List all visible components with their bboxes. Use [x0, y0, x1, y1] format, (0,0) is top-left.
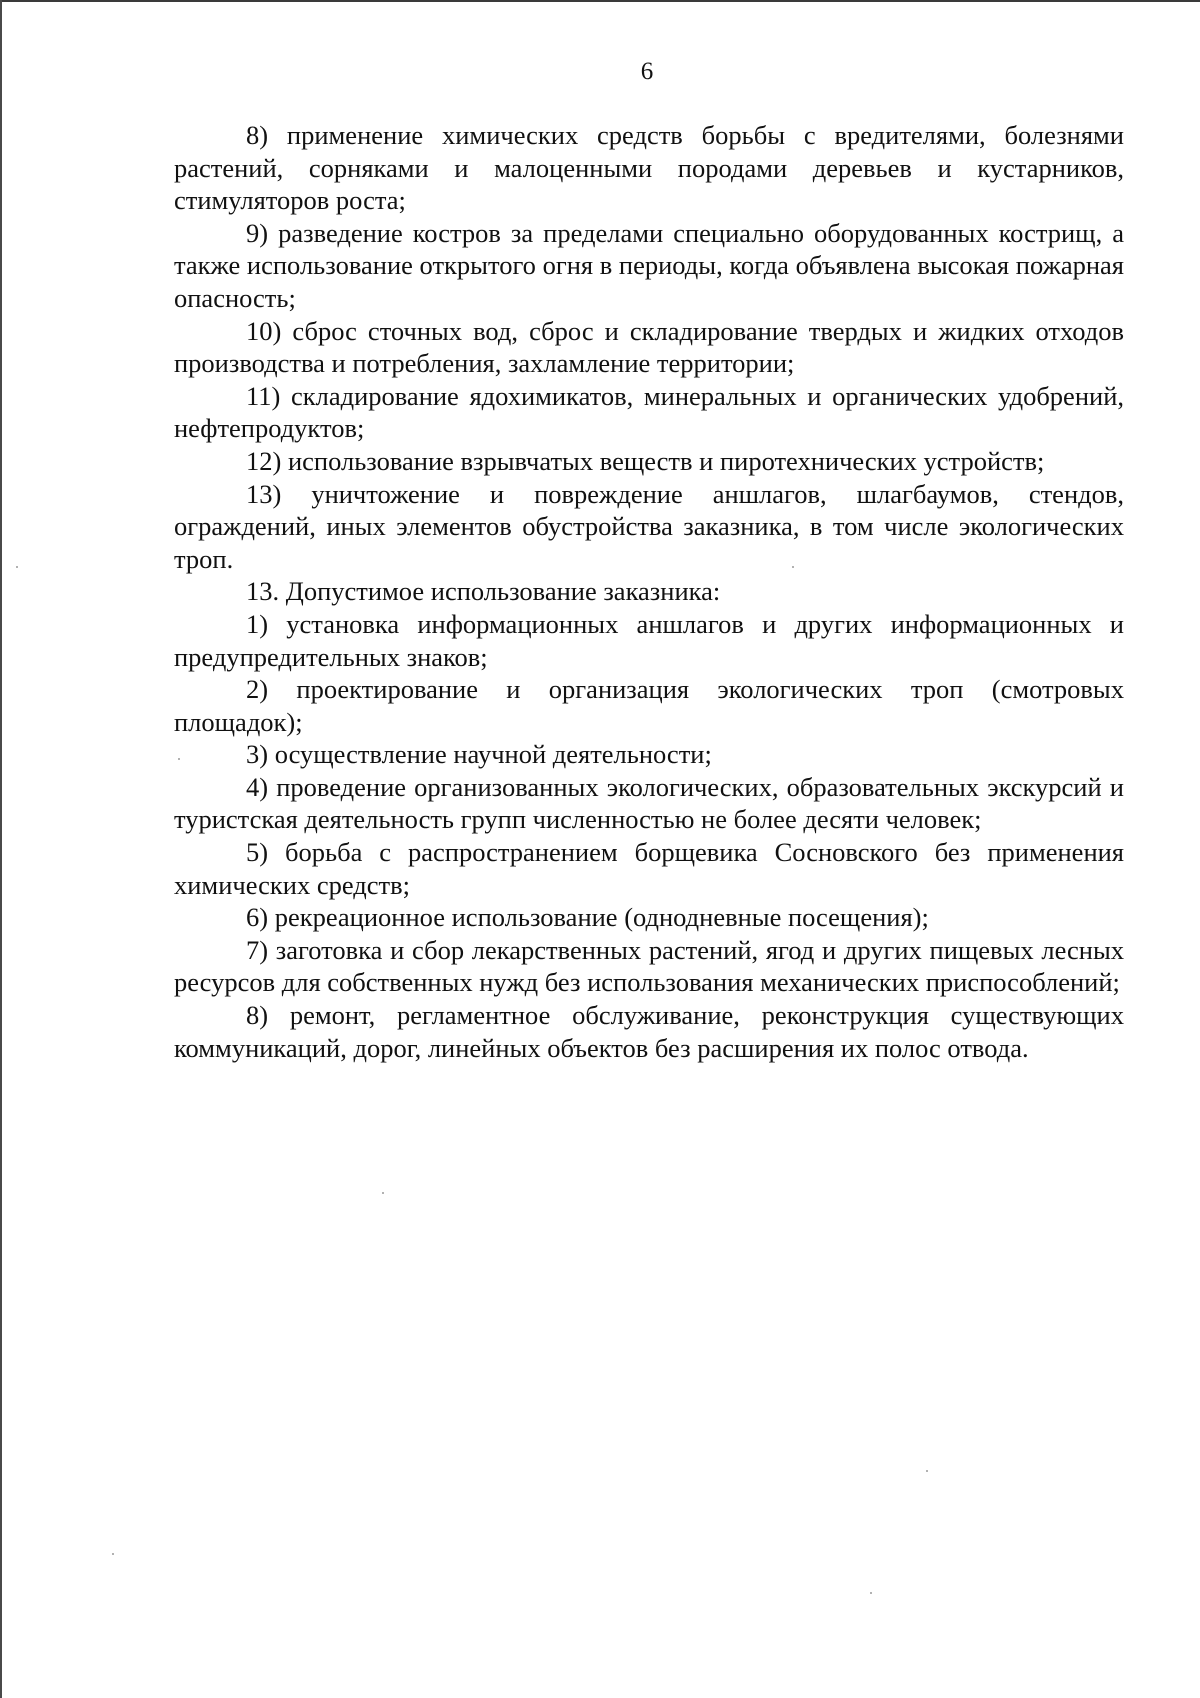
list-item: 8) ремонт, регламентное обслуживание, реконструкция существующих коммуникаций, дорог, линейных объектов без расширения их полос отвода.: [174, 1000, 1124, 1063]
document-body: [174, 119, 1124, 1064]
list-item: 10) сброс сточных вод, сброс и складирование твердых и жидких отходов производства и потребления, захламление территории;: [174, 315, 1124, 379]
scan-speck: [870, 1592, 872, 1594]
scan-speck: [178, 758, 180, 760]
list-item: 2) проектирование и организация экологических троп (смотровых площадок);: [174, 674, 1124, 737]
list-item: 5) борьба с распространением борщевика Сосновского без применения химических средств;: [174, 837, 1124, 900]
section-heading: 13. Допустимое использование заказника:: [246, 576, 721, 607]
list-item: 6) рекреационное использование (однодневные посещения);: [246, 902, 929, 933]
scan-edge-top: [0, 0, 1200, 2]
list-item: 11) складирование ядохимикатов, минеральных и органических удобрений, нефтепродуктов;: [174, 380, 1124, 444]
list-item: 12) использование взрывчатых веществ и пиротехнических устройств;: [246, 445, 1045, 476]
list-item: 7) заготовка и сбор лекарственных растений, ягод и других пищевых лесных ресурсов для собственных нужд без использования механических приспособлений;: [174, 934, 1124, 998]
list-item: 13) уничтожение и повреждение аншлагов, шлагбаумов, стендов, ограждений, иных элементов обустройства заказника, в том числе экологических троп.: [174, 478, 1124, 574]
list-item: 3) осуществление научной деятельности;: [246, 739, 712, 770]
list-item: 1) установка информационных аншлагов и других информационных и предупредительных знаков;: [174, 608, 1124, 672]
scan-speck: [926, 1470, 928, 1472]
scan-speck: [382, 1192, 384, 1194]
page-number: 6: [640, 58, 654, 85]
scan-speck: [16, 566, 18, 568]
scan-speck: [112, 1553, 114, 1555]
list-item: 8) применение химических средств борьбы с вредителями, болезнями растений, сорняками и малоценными породами деревьев и кустарников, стимуляторов роста;: [174, 120, 1124, 216]
scan-edge-left: [0, 0, 2, 1698]
list-item: 4) проведение организованных экологических, образовательных экскурсий и туристская деятельность групп численностью не более десяти человек;: [174, 771, 1124, 835]
scan-speck: [792, 566, 794, 568]
list-item: 9) разведение костров за пределами специально оборудованных кострищ, а также использование открытого огня в периоды, когда объявлена высокая пожарная опасность;: [174, 217, 1124, 313]
